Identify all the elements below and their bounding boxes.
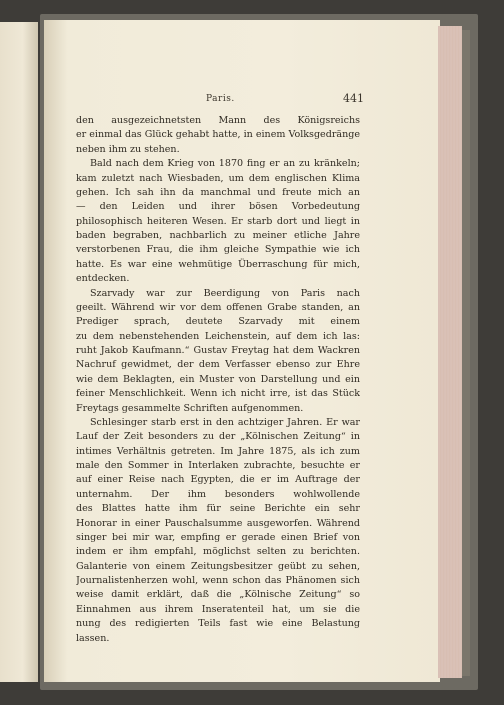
text-line: Szarvady war zur Beerdigung von Paris nach [90, 287, 360, 299]
text-line: Journalistenherzen wohl, wenn schon das Phänomen sich [76, 575, 360, 586]
text-line: des Blattes hatte ihm für seine Berichte ein sehr [76, 503, 360, 515]
text-line: Nachruf gewidmet, der dem Verfasser ebenso zur Ehre [76, 359, 360, 371]
page-header [70, 94, 364, 108]
text-line: intimes Verhältnis getreten. Im Jahre 1875, als ich zum [76, 445, 360, 457]
text-line: geeilt. Während wir vor dem offenen Grabe standen, an [76, 301, 360, 313]
text-line: Lauf der Zeit besonders zu der „Kölnischen Zeitung“ in [76, 431, 360, 443]
text-line: weise damit erklärt, daß die „Kölnische Zeitung“ so [76, 589, 360, 601]
text-line: neben ihm zu stehen. [76, 143, 180, 155]
text-line: unternahm. Der ihm besonders wohlwollende [76, 488, 360, 500]
page-edges-shadow [462, 30, 470, 676]
text-line: male den Sommer in Interlaken zubrachte, besuchte er [76, 460, 360, 471]
running-title: Paris. [206, 94, 235, 104]
text-line: kam zuletzt nach Wiesbaden, um dem englischen Klima [76, 172, 360, 184]
left-page-edge [0, 22, 38, 682]
text-line: ruht Jakob Kaufmann.“ Gustav Freytag hat dem Wackren [76, 345, 360, 356]
text-line: Freytags gesammelte Schriften aufgenommen. [76, 402, 304, 414]
text-line: zu dem nebenstehenden Leichenstein, auf dem ich las: [76, 330, 360, 342]
text-line: den ausgezeichnetsten Mann des Königsreichs [76, 115, 360, 126]
text-line: — den Leiden und ihrer bösen Vorbedeutung [76, 201, 360, 213]
text-line: hatte. Es war eine wehmütige Überraschung für mich, [76, 258, 360, 270]
text-line: Galanterie von einem Zeitungsbesitzer geübt zu sehen, [76, 560, 360, 572]
text-line: philosophisch heiteren Wesen. Er starb dort und liegt in [76, 215, 360, 227]
text-line: indem er ihm empfahl, möglichst selten zu berichten. [76, 546, 360, 558]
text-line: lassen. [76, 632, 110, 644]
text-line: Bald nach dem Krieg von 1870 fing er an zu kränkeln; [90, 158, 360, 170]
text-line: Einnahmen aus ihrem Inseratenteil hat, um sie die [76, 603, 360, 615]
text-line: entdecken. [76, 273, 130, 285]
text-line: er einmal das Glück gehabt hatte, in einem Volksgedränge [76, 129, 360, 141]
text-line: Schlesinger starb erst in den achtziger Jahren. Er war [90, 416, 360, 428]
text-line: nung des redigierten Teils fast wie eine Belastung [76, 618, 360, 630]
text-line: Prediger sprach, deutete Szarvady mit einem [76, 316, 360, 328]
text-line: feiner Menschlichkeit. Wenn ich nicht irre, ist das Stück [76, 388, 360, 400]
text-line: singer bei mir war, empfing er gerade einen Brief von [76, 531, 360, 543]
text-line: baden begraben, nachbarlich zu meiner etliche Jahre [76, 230, 360, 241]
page-number: 441 [343, 92, 364, 105]
body-text [76, 114, 360, 646]
text-line: Honorar in einer Pauschalsumme ausgeworfen. Während [76, 517, 360, 529]
text-line: gehen. Ich sah ihn da manchmal und freute mich an [76, 186, 360, 198]
page-edges [438, 26, 462, 678]
text-line: wie dem Beklagten, ein Muster von Darstellung und ein [76, 373, 360, 385]
text-line: verstorbenen Frau, die ihm gleiche Sympathie wie ich [76, 244, 360, 256]
text-line: auf einer Reise nach Egypten, die er im Auftrage der [76, 474, 360, 486]
